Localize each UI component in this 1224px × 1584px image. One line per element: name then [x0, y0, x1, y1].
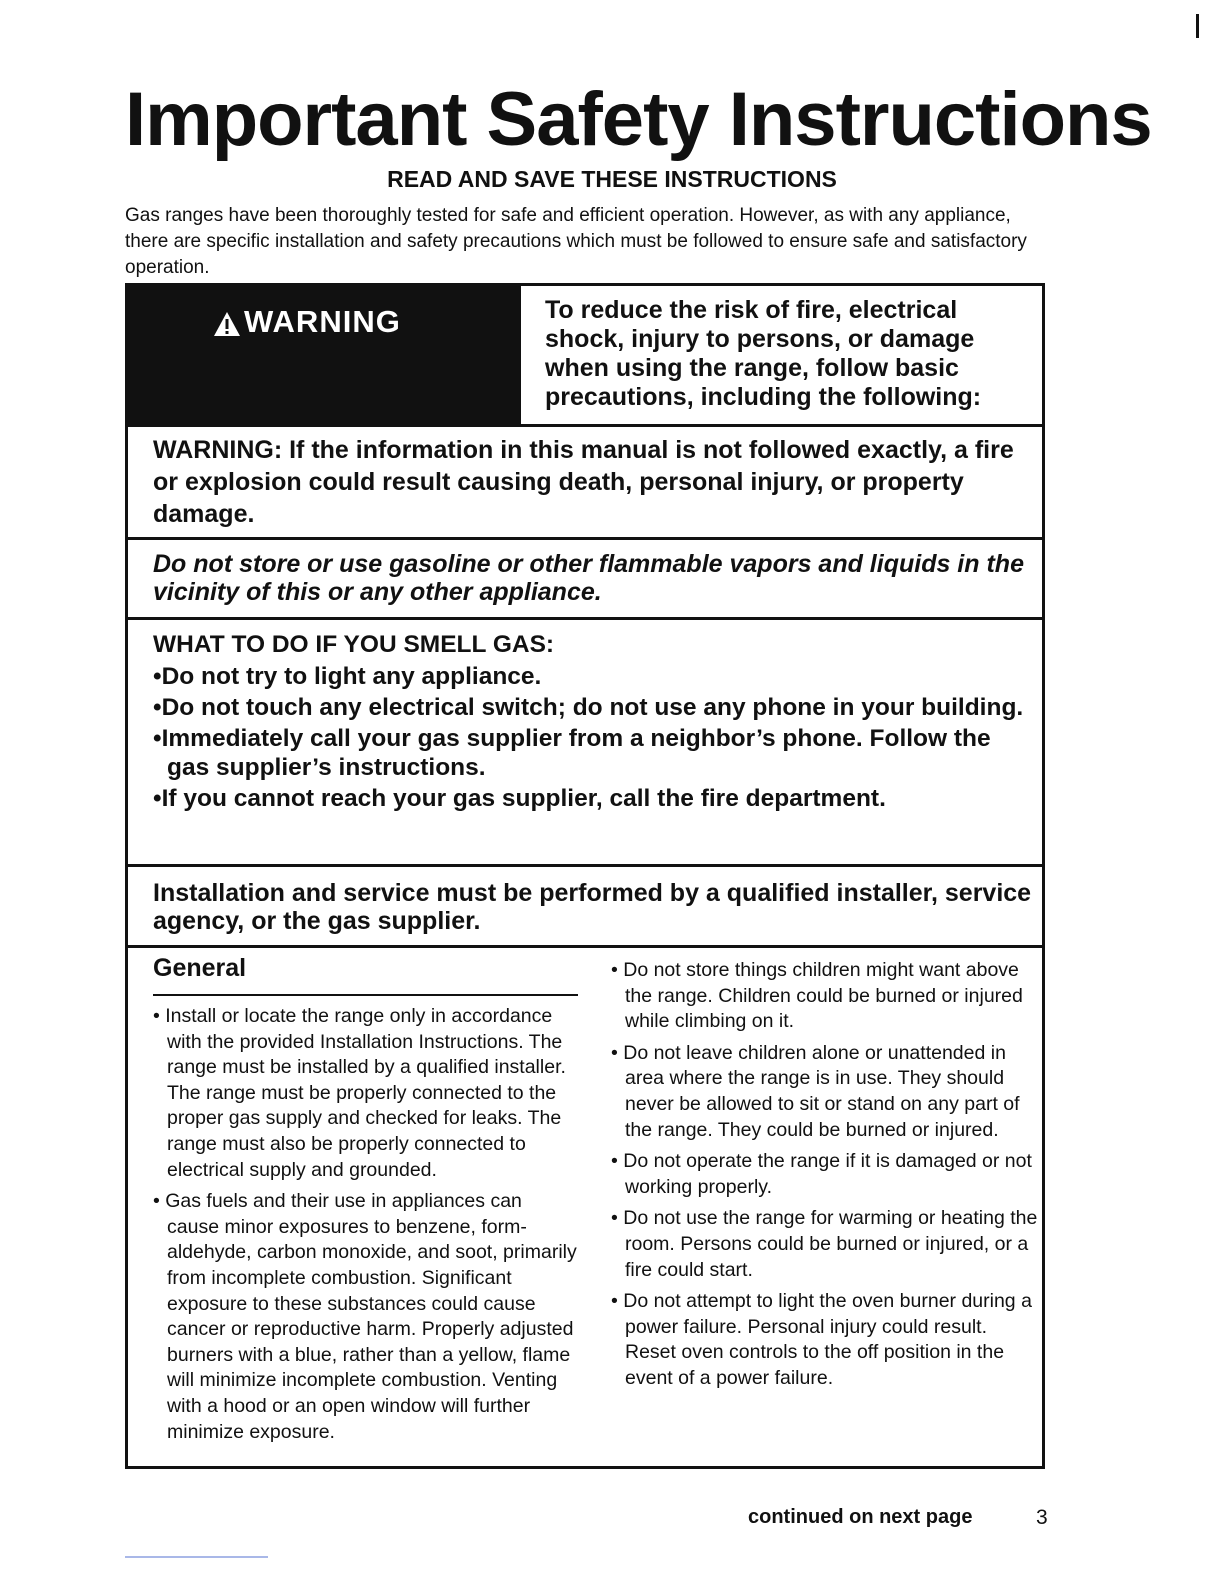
warning-label — [213, 304, 401, 340]
divider — [128, 617, 1042, 620]
smell-gas-section — [153, 630, 1033, 815]
subheading: READ AND SAVE THESE INSTRUCTIONS — [387, 166, 837, 192]
safety-frame — [125, 283, 1045, 1469]
smell-gas-list — [153, 662, 1033, 813]
smell-gas-heading: WHAT TO DO IF YOU SMELL GAS: — [153, 631, 555, 658]
page-title: Important Safety Instructions — [125, 77, 1152, 162]
general-left-column — [153, 946, 578, 1451]
page-number: 3 — [1036, 1506, 1048, 1529]
list-item: • Do not leave children alone or unattended in area where the range is in use. They should never be allowed to sit or stand on any part of the range. They could be burned or injured. — [611, 1041, 1020, 1141]
divider — [128, 864, 1042, 867]
warning-box-text: To reduce the risk of fire, electrical shock, injury to persons, or damage when using the range, follow basic precautions, including the following: — [545, 296, 982, 411]
list-item: •Do not try to light any appliance. — [153, 663, 542, 690]
divider — [128, 537, 1042, 540]
bottom-rule — [125, 1556, 268, 1558]
general-rule — [153, 994, 578, 996]
gasoline-warning: Do not store or use gasoline or other flammable vapors and liquids in the vicinity of this or any other appliance. — [153, 550, 1024, 606]
warning-label-text: WARNING — [244, 304, 401, 339]
list-item: • Do not use the range for warming or heating the room. Persons could be burned or injured, or a fire could start. — [611, 1207, 1038, 1281]
warning-triangle-icon — [213, 309, 241, 335]
intro-paragraph: Gas ranges have been thoroughly tested for safe and efficient operation. However, as with any appliance, there are specific installation and safety precautions which must be followed to ensure safe and satisfactory operation. — [125, 205, 1027, 278]
page-edge-mark — [1196, 14, 1199, 38]
list-item: • Do not operate the range if it is damaged or not working properly. — [611, 1150, 1032, 1198]
list-item: • Do not attempt to light the oven burner during a power failure. Personal injury could result. Reset oven controls to the off position in the event of a power failure. — [611, 1290, 1032, 1389]
manual-warning: WARNING: If the information in this manual is not followed exactly, a fire or explosion could result causing death, personal injury, or property damage. — [153, 436, 1014, 528]
general-heading: General — [153, 954, 247, 982]
list-item: •Immediately call your gas supplier from a neighbor’s phone. Follow the gas supplier’s instructions. — [153, 725, 991, 781]
list-item: •If you cannot reach your gas supplier, call the fire department. — [153, 785, 886, 812]
list-item: • Install or locate the range only in accordance with the provided Installation Instructions. The range must be installed by a qualified installer. The range must be properly connected to the proper gas supply and checked for leaks. The range must also be properly connected to electrical supply and grounded. — [153, 1005, 566, 1181]
list-item: •Do not touch any electrical switch; do not use any phone in your building. — [153, 694, 1024, 721]
general-right-list — [611, 958, 1041, 1392]
warning-banner — [128, 286, 521, 424]
installation-note: Installation and service must be performed by a qualified installer, service agency, or the gas supplier. — [153, 879, 1032, 935]
divider — [128, 424, 1042, 427]
list-item: • Do not store things children might want above the range. Children could be burned or injured while climbing on it. — [611, 959, 1023, 1033]
general-left-list — [153, 1004, 578, 1445]
general-right-column — [611, 958, 1041, 1398]
list-item: • Gas fuels and their use in appliances can cause minor exposures to benzene, form-aldehyde, carbon monoxide, and soot, primarily from incomplete combustion. Significant exposure to these substances could cause cancer or reproductive harm. Properly adjusted burners with a blue, rather than a yellow, flame will minimize incomplete combustion. Venting with a hood or an open window will further minimize exposure. — [153, 1190, 577, 1443]
continued-note: continued on next page — [748, 1506, 973, 1528]
